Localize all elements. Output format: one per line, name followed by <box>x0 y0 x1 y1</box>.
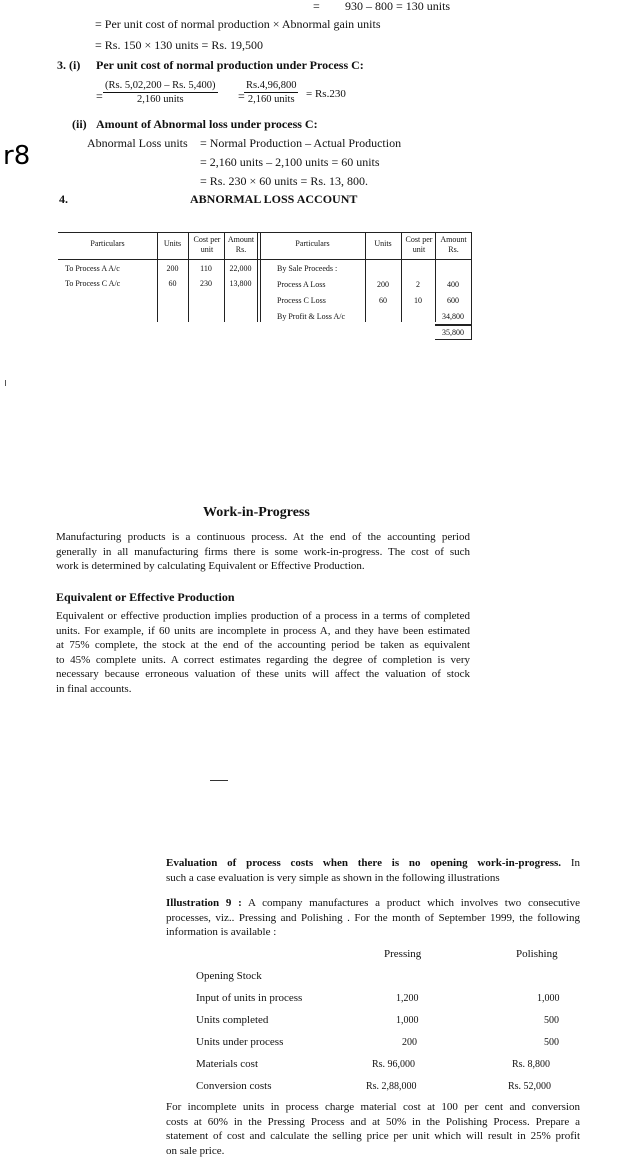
hdr-particulars-left: Particulars <box>90 239 125 248</box>
illustration-footer <box>166 1100 580 1158</box>
debit-row-1-amount: 22,000 <box>229 264 252 273</box>
wip-p1-line-1: Manufacturing products is a continuous process. At the end of the accounting period <box>56 531 470 543</box>
wip-p2-line-5: necessary because erroneous valuation of these units will affect the valuation of stock <box>56 668 470 680</box>
footer-line-3: statement of cost and calculate the selling price per unit which will result in 25% profit <box>166 1130 580 1142</box>
evaluation-heading-rest: In <box>561 857 581 869</box>
col-header-polishing: Polishing <box>516 948 558 960</box>
row-under-process-polishing: 500 <box>544 1037 559 1048</box>
hdr-particulars-right: Particulars <box>295 239 330 248</box>
abnormal-loss-line-b: = 2,160 units – 2,100 units = 60 units <box>200 155 380 169</box>
row-input-label: Input of units in process <box>196 992 303 1004</box>
illustration-line-3: information is available : <box>166 926 277 938</box>
row-materials-polishing: Rs. 8,800 <box>512 1059 551 1070</box>
illustration-line-2: processes, viz.. Pressing and Polishing . For the month of September 1999, the following <box>166 911 580 924</box>
fraction-2 <box>244 80 298 105</box>
credit-row-3-units: 60 <box>379 296 387 305</box>
abnormal-loss-line-c: = Rs. 230 × 60 units = Rs. 13, 800. <box>200 174 368 188</box>
col-header-pressing: Pressing <box>384 948 422 960</box>
debit-row-2-amount: 13,800 <box>229 279 252 288</box>
credit-row-3-amount: 600 <box>447 296 459 305</box>
footer-line-4: on sale price. <box>166 1144 225 1157</box>
item3-sub-number: (ii) <box>72 117 87 131</box>
credit-row-2-cost: 2 <box>416 280 420 289</box>
illustration-line-1: A company manufactures a product which involves two consecutive <box>241 897 580 909</box>
margin-mark: r8 <box>3 141 31 171</box>
hdr-amount-right: Amount Rs. <box>440 235 467 254</box>
fraction-1-denominator: 2,160 units <box>136 94 184 105</box>
debit-row-2-cost: 230 <box>200 279 212 288</box>
row-input-pressing: 1,200 <box>396 993 419 1004</box>
debit-row-1-cost: 110 <box>200 264 212 273</box>
row-conversion-pressing: Rs. 2,88,000 <box>366 1081 417 1092</box>
row-materials-label: Materials cost <box>196 1058 259 1070</box>
credit-row-4-amount: 34,800 <box>442 312 464 321</box>
hdr-units-right: Units <box>374 239 392 248</box>
hdr-cost-left: Cost per unit <box>193 235 221 254</box>
fraction-1 <box>103 80 218 105</box>
wip-p2-line-4: to 45% complete units. A correct estimates regarding the degree of completion is very <box>56 653 470 666</box>
debit-row-2-units: 60 <box>168 279 177 288</box>
debit-row-1-units: 200 <box>166 264 179 273</box>
illustration-label: Illustration 9 : <box>166 897 242 909</box>
hdr-cost-right: Cost per unit <box>405 235 433 254</box>
item3-heading: Per unit cost of normal production under Process C: <box>96 58 364 72</box>
wip-p2-line-3: at 75% complete, the stock at the end of the accounting period be taken as equivalent <box>56 639 470 651</box>
fraction-2-numerator: Rs.4,96,800 <box>246 80 297 91</box>
evaluation-line-2: such a case evaluation is very simple as shown in the following illustrations <box>166 871 500 884</box>
ledger-title: ABNORMAL LOSS ACCOUNT <box>190 192 358 206</box>
row-under-process-label: Units under process <box>196 1036 284 1048</box>
stray-tick <box>5 380 6 386</box>
item3-number: 3. (i) <box>57 58 81 72</box>
equals-sign: = <box>313 0 320 13</box>
credit-row-2-amount: 400 <box>447 280 459 289</box>
abnormal-loss-label: Abnormal Loss units <box>87 136 188 150</box>
evaluation-intro <box>166 856 580 885</box>
debit-row-1-particulars: To Process A A/c <box>65 264 120 273</box>
wip-p1-line-3: work is determined by calculating Equivalent or Effective Production. <box>56 560 365 572</box>
wip-title: Work-in-Progress <box>203 505 310 520</box>
fraction-1-numerator: (Rs. 5,02,200 – Rs. 5,400) <box>105 80 216 91</box>
calc-line-1: = Per unit cost of normal production × Abnormal gain units <box>95 17 381 31</box>
fraction-result: = Rs.230 <box>306 88 346 100</box>
footer-line-2: costs at 60% in the Pressing Process and at 50% in the Polishing Process. Prepare a <box>166 1115 580 1128</box>
row-completed-polishing: 500 <box>544 1015 559 1026</box>
item3-sub-heading: Amount of Abnormal loss under process C: <box>96 117 318 131</box>
item4-number: 4. <box>59 192 68 206</box>
row-conversion-label: Conversion costs <box>196 1080 272 1092</box>
hdr-units-left: Units <box>163 239 182 248</box>
abnormal-loss-line-a: = Normal Production – Actual Production <box>200 136 402 150</box>
row-materials-pressing: Rs. 96,000 <box>372 1059 416 1070</box>
row-completed-label: Units completed <box>196 1014 269 1026</box>
row-opening-stock: Opening Stock <box>196 970 262 982</box>
wip-p2-line-1: Equivalent or effective production implies production of a process in a terms of completed <box>56 610 470 622</box>
wip-p2-line-6: in final accounts. <box>56 682 132 695</box>
stray-dash <box>210 780 228 781</box>
ledger-total: 35,800 <box>442 328 464 337</box>
credit-row-2-units: 200 <box>377 280 389 289</box>
calc-line-0: 930 – 800 = 130 units <box>345 0 451 13</box>
row-under-process-pressing: 200 <box>402 1037 417 1048</box>
hdr-amount-left: Amount Rs. <box>227 235 255 254</box>
footer-line-1: For incomplete units in process charge material cost at 100 per cent and conversion <box>166 1101 580 1113</box>
calc-line-2: = Rs. 150 × 130 units = Rs. 19,500 <box>95 38 263 52</box>
illustration-9 <box>166 896 580 940</box>
equivalent-production-subtitle: Equivalent or Effective Production <box>56 590 235 604</box>
fraction-2-denominator: 2,160 units <box>247 94 295 105</box>
row-conversion-polishing: Rs. 52,000 <box>508 1081 552 1092</box>
row-input-polishing: 1,000 <box>537 993 560 1004</box>
credit-row-4-particulars: By Profit & Loss A/c <box>277 312 346 321</box>
evaluation-heading: Evaluation of process costs when there is no opening work-in-progress. <box>166 857 562 869</box>
wip-paragraph-2 <box>56 609 470 696</box>
credit-row-3-cost: 10 <box>414 296 422 305</box>
row-completed-pressing: 1,000 <box>396 1015 419 1026</box>
credit-row-3-particulars: Process C Loss <box>277 296 326 305</box>
wip-p2-line-2: units. For example, if 60 units are incomplete in process A, and they have been estimated <box>56 624 470 637</box>
debit-row-2-particulars: To Process C A/c <box>65 279 121 288</box>
credit-row-1-particulars: By Sale Proceeds : <box>277 264 338 273</box>
wip-paragraph-1 <box>56 530 470 574</box>
wip-p1-line-2: generally in all manufacturing firms there is some work-in-progress. The cost of such <box>56 545 470 558</box>
credit-row-2-particulars: Process A Loss <box>277 280 326 289</box>
